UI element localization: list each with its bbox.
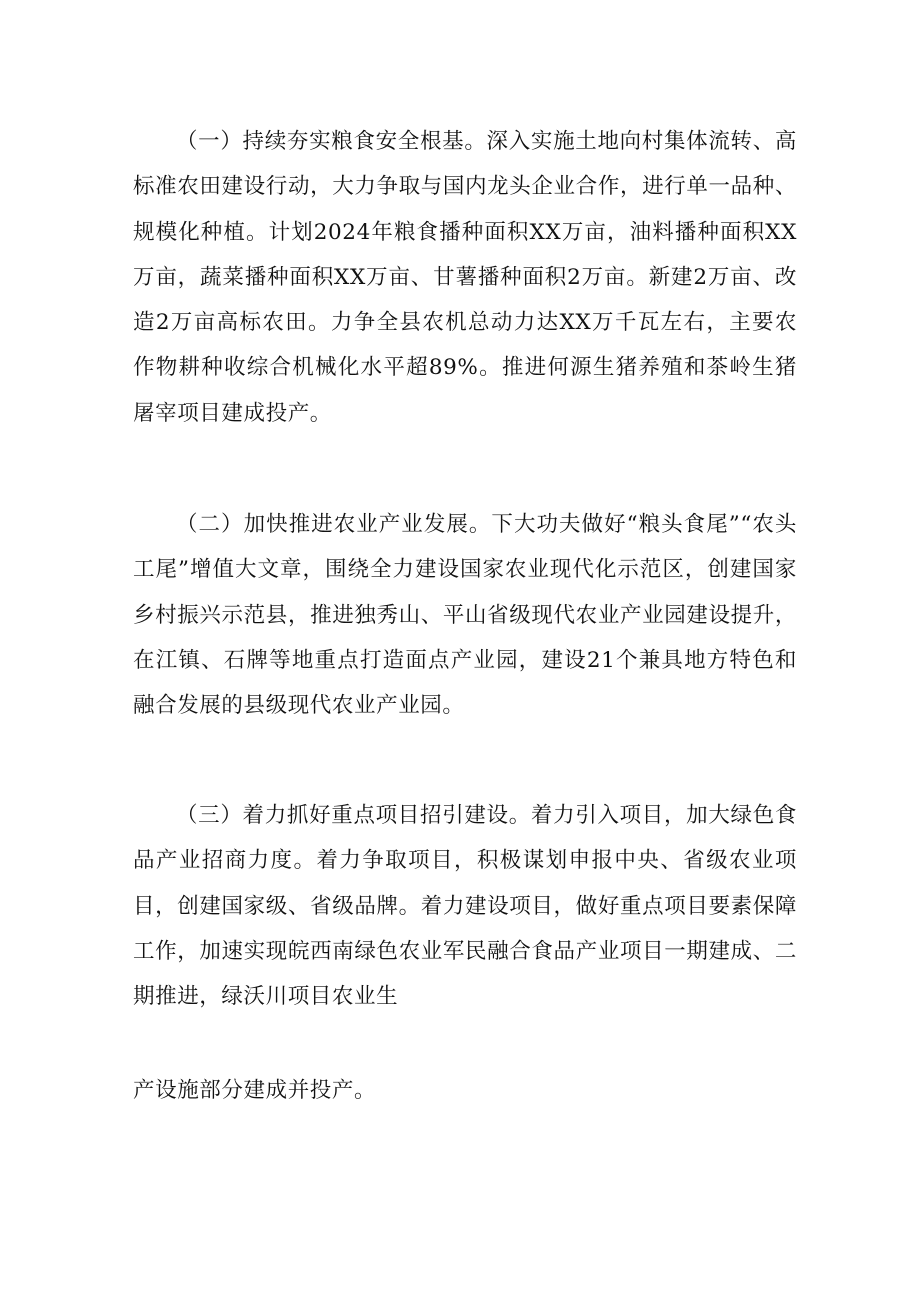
paragraph-key-projects: （三）着力抓好重点项目招引建设。着力引入项目，加大绿色食品产业招商力度。着力争取项目，积极谋划申报中央、省级农业项目，创建国家级、省级品牌。着力建设项目，做好重点项目要素保障工作，加速实现皖西南绿色农业军民融合食品产业项目一期建成、二期推进，绿沃川项目农业生 [133, 803, 797, 1010]
paragraph-continuation: 产设施部分建成并投产。 [133, 1078, 377, 1103]
paragraph-grain-security: （一）持续夯实粮食安全根基。深入实施土地向村集体流转、高标准农田建设行动，大力争取与国内龙头企业合作，进行单一品种、规模化种植。计划2024年粮食播种面积XX万亩，油料播种面积XX万亩，蔬菜播种面积XX万亩、甘薯播种面积2万亩。新建2万亩、改造2万亩高标农田。力争全县农机总动力达XX万千瓦左右，主要农作物耕种收综合机械化水平超89%。推进何源生猪养殖和茶岭生猪屠宰项目建成投产。 [133, 129, 797, 426]
paragraph-agri-industry: （二）加快推进农业产业发展。下大功夫做好“粮头食尾”“农头工尾”增值大文章，围绕全力建设国家农业现代化示范区，创建国家乡村振兴示范县，推进独秀山、平山省级现代农业产业园建设提升，在江镇、石牌等地重点打造面点产业园，建设21个兼具地方特色和融合发展的县级现代农业产业园。 [133, 512, 797, 719]
